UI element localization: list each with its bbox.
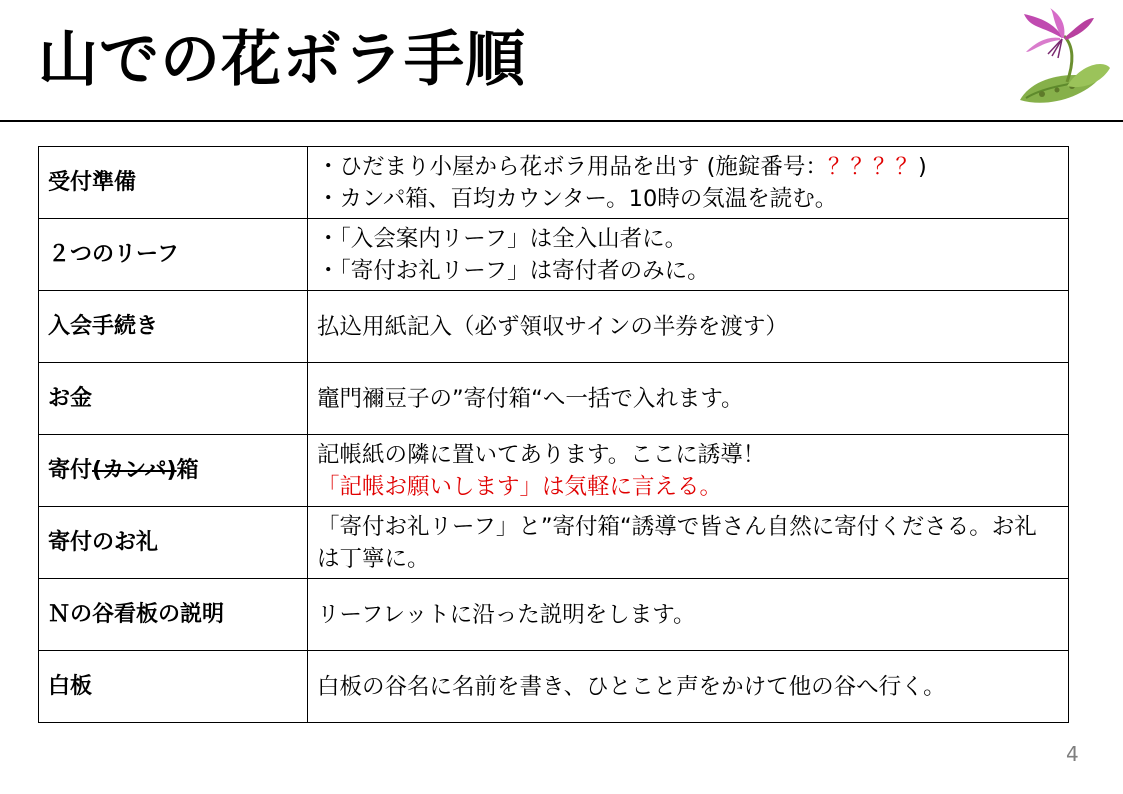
row-content xyxy=(308,363,1069,435)
label-text: 箱 xyxy=(176,457,199,483)
content-text: ) xyxy=(917,153,927,180)
row-label xyxy=(39,435,308,507)
content-line: 白板の谷名に名前を書き、ひとこと声をかけて他の谷へ行く。 xyxy=(317,673,946,700)
content-line: ・カンパ箱、百均カウンター。10時の気温を読む。 xyxy=(317,185,838,212)
table-row xyxy=(39,579,1069,651)
table-row xyxy=(39,507,1069,579)
row-content xyxy=(308,147,1069,219)
content-line xyxy=(317,151,1059,183)
row-content xyxy=(308,651,1069,723)
table-row xyxy=(39,219,1069,291)
struck-label-text: (カンパ) xyxy=(92,457,177,483)
page-number: 4 xyxy=(1066,742,1079,766)
title-divider xyxy=(0,120,1123,122)
table-row xyxy=(39,651,1069,723)
content-line: 竈門禰豆子の”寄付箱“へ一括で入れます。 xyxy=(317,385,744,412)
katakuri-flower-icon xyxy=(1012,8,1112,110)
row-label: 寄付のお礼 xyxy=(39,507,308,579)
row-label: Ｎの谷看板の説明 xyxy=(39,579,308,651)
content-line: 「寄付お礼リーフ」と”寄付箱“誘導で皆さん自然に寄付くださる。お礼は丁寧に。 xyxy=(317,513,1037,572)
row-content xyxy=(308,435,1069,507)
content-line: 払込用紙記入（必ず領収サインの半券を渡す） xyxy=(317,313,788,340)
lock-number: ？？？？ xyxy=(827,153,918,180)
content-text: ・ひだまり小屋から花ボラ用品を出す (施錠番号： xyxy=(317,153,828,180)
row-content xyxy=(308,291,1069,363)
content-line-highlight: 「記帳お願いします」は気軽に言える。 xyxy=(317,473,723,500)
row-label: 白板 xyxy=(39,651,308,723)
row-label: 受付準備 xyxy=(39,147,308,219)
content-line: 記帳紙の隣に置いてあります。ここに誘導！ xyxy=(317,441,766,468)
row-label: ２つのリーフ xyxy=(39,219,308,291)
row-content xyxy=(308,219,1069,291)
procedure-table xyxy=(38,146,1069,723)
slide-title: 山での花ボラ手順 xyxy=(38,25,526,95)
row-content xyxy=(308,507,1069,579)
table-row xyxy=(39,363,1069,435)
table-row xyxy=(39,291,1069,363)
table-row xyxy=(39,435,1069,507)
row-label: お金 xyxy=(39,363,308,435)
label-text: 寄付 xyxy=(48,457,93,483)
content-line: ・「入会案内リーフ」は全入山者に。 xyxy=(317,225,688,252)
row-label: 入会手続き xyxy=(39,291,308,363)
row-content xyxy=(308,579,1069,651)
content-line: リーフレットに沿った説明をします。 xyxy=(317,601,696,628)
table-row xyxy=(39,147,1069,219)
content-line: ・「寄付お礼リーフ」は寄付者のみに。 xyxy=(317,257,710,284)
